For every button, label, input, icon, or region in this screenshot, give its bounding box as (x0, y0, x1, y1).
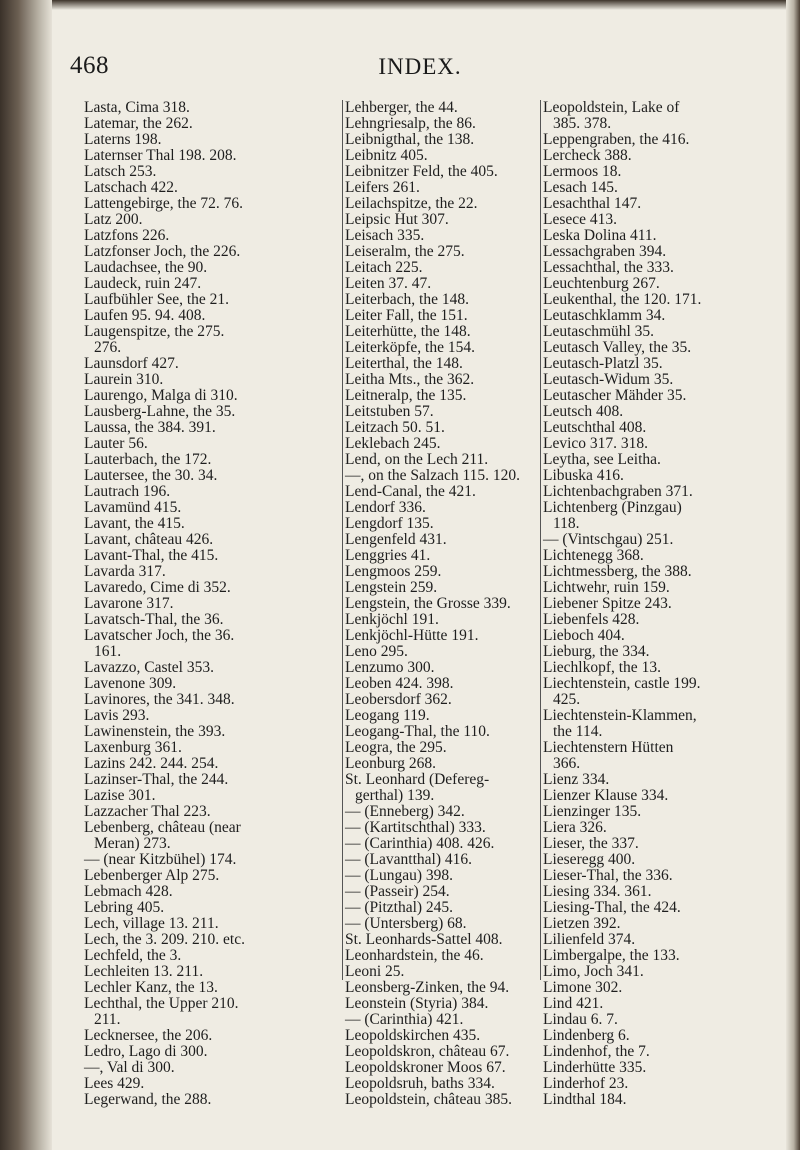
index-entry: Leutschthal 408. (543, 419, 647, 436)
index-entry: Lasta, Cima 318. (84, 99, 190, 116)
index-entry: Lattengebirge, the 72. 76. (84, 195, 243, 212)
index-entry: Leipsic Hut 307. (345, 211, 449, 228)
index-entry: Laternser Thal 198. 208. (84, 147, 237, 164)
index-entry: Laurein 310. (84, 371, 164, 388)
index-entry: Lenzumo 300. (345, 659, 435, 676)
index-entry-continuation: the 114. (553, 723, 603, 740)
index-entry: Lecknersee, the 206. (84, 1027, 213, 1044)
index-entry: Leiseralm, the 275. (345, 243, 465, 260)
index-entry: Lermoos 18. (543, 163, 622, 180)
index-entry: Leitach 225. (345, 259, 423, 276)
index-entry: Lengdorf 135. (345, 515, 434, 532)
index-entry: Lenkjöchl 191. (345, 611, 439, 628)
index-entry: Lechleiten 13. 211. (84, 963, 204, 980)
index-entry: Leiten 37. 47. (345, 275, 432, 292)
index-entry: Leutascher Mähder 35. (543, 387, 687, 404)
index-entry: Laterns 198. (84, 131, 162, 148)
index-entry: Lechthal, the Upper 210. (84, 995, 239, 1012)
index-entry: Leutaschklamm 34. (543, 307, 666, 324)
index-entry: Liechlkopf, the 13. (543, 659, 661, 676)
index-entry: Lend, on the Lech 211. (345, 451, 489, 468)
index-entry: Leiterthal, the 148. (345, 355, 463, 372)
index-entry: Latemar, the 262. (84, 115, 193, 132)
index-entry: Leibnigthal, the 138. (345, 131, 475, 148)
index-entry: Leuchtenburg 267. (543, 275, 660, 292)
index-entry: Lehngriesalp, the 86. (345, 115, 476, 132)
index-entry: Laussa, the 384. 391. (84, 419, 216, 436)
index-entry: Linderhütte 335. (543, 1059, 647, 1076)
index-entry: Leopoldsruh, baths 334. (345, 1075, 495, 1092)
index-entry: Leiter Fall, the 151. (345, 307, 468, 324)
index-entry: Latz 200. (84, 211, 143, 228)
index-entry: Leytha, see Leitha. (543, 451, 661, 468)
index-entry-continuation: Meran) 273. (94, 835, 171, 852)
index-entry: Lindenberg 6. (543, 1027, 630, 1044)
index-entry: Leonstein (Styria) 384. (345, 995, 489, 1012)
index-entry: — (near Kitzbühel) 174. (84, 851, 237, 868)
index-entry: Leutasch-Widum 35. (543, 371, 674, 388)
index-entry: Lendorf 336. (345, 499, 426, 516)
index-entry: — (Kartitschthal) 333. (345, 819, 486, 836)
index-entry: Latsch 253. (84, 163, 157, 180)
index-entry: Lavazzo, Castel 353. (84, 659, 214, 676)
index-entry: Lienz 334. (543, 771, 610, 788)
index-entry: Leitha Mts., the 362. (345, 371, 475, 388)
index-entry: Lenkjöchl-Hütte 191. (345, 627, 479, 644)
index-entry: Liebener Spitze 243. (543, 595, 672, 612)
index-entry: — (Lungau) 398. (345, 867, 454, 884)
index-entry: Lech, the 3. 209. 210. etc. (84, 931, 245, 948)
index-entry: Legerwand, the 288. (84, 1091, 212, 1108)
index-entry: Leogang-Thal, the 110. (345, 723, 490, 740)
index-entry: Leitstuben 57. (345, 403, 434, 420)
index-entry-continuation: 211. (94, 1011, 121, 1028)
index-entry: Lichtmessberg, the 388. (543, 563, 692, 580)
index-entry: Leno 295. (345, 643, 408, 660)
index-entry: Limbergalpe, the 133. (543, 947, 680, 964)
index-entry: Leopoldskroner Moos 67. (345, 1059, 506, 1076)
index-entry: Leibnitzer Feld, the 405. (345, 163, 498, 180)
index-entry: Lebring 405. (84, 899, 165, 916)
index-entry: Leifers 261. (345, 179, 420, 196)
index-entry: Leiterköpfe, the 154. (345, 339, 475, 356)
index-column-1 (84, 100, 340, 1108)
index-entry: Liesing-Thal, the 424. (543, 899, 681, 916)
index-entry-continuation: gerthal) 139. (355, 787, 435, 804)
index-entry: Latzfons 226. (84, 227, 170, 244)
index-entry: Lautersee, the 30. 34. (84, 467, 218, 484)
index-entry: Liebenfels 428. (543, 611, 640, 628)
index-entry: Lengmoos 259. (345, 563, 442, 580)
index-entry: Leutasch Valley, the 35. (543, 339, 692, 356)
index-entry: Lichtenegg 368. (543, 547, 644, 564)
index-entry: Lebmach 428. (84, 883, 173, 900)
index-entry: Lavarone 317. (84, 595, 174, 612)
index-entry: Levico 317. 318. (543, 435, 649, 452)
index-entry: Leutasch-Platzl 35. (543, 355, 663, 372)
index-entry: Leiterhütte, the 148. (345, 323, 471, 340)
index-entry: Lees 429. (84, 1075, 145, 1092)
index-entry-continuation: 425. (553, 691, 581, 708)
index-entry: Lazzacher Thal 223. (84, 803, 211, 820)
index-entry: Laufbühler See, the 21. (84, 291, 230, 308)
index-entry: Ledro, Lago di 300. (84, 1043, 208, 1060)
index-entry: Lavis 293. (84, 707, 150, 724)
index-entry: — (Untersberg) 68. (345, 915, 467, 932)
page-title: INDEX. (378, 54, 462, 79)
index-entry: Leitzach 50. 51. (345, 419, 445, 436)
page-number: 468 (70, 52, 109, 79)
index-entry: Lend-Canal, the 421. (345, 483, 476, 500)
index-entry: Leopoldskron, château 67. (345, 1043, 510, 1060)
index-entry: — (Carinthia) 408. 426. (345, 835, 495, 852)
index-entry: Lieser-Thal, the 336. (543, 867, 673, 884)
index-entry: Lauter 56. (84, 435, 148, 452)
index-entry: Limo, Joch 341. (543, 963, 644, 980)
index-entry: Lavamünd 415. (84, 499, 182, 516)
index-entry: Liera 326. (543, 819, 607, 836)
index-entry: — (Lavantthal) 416. (345, 851, 472, 868)
index-entry: Lindau 6. 7. (543, 1011, 618, 1028)
index-entry: Lebenberger Alp 275. (84, 867, 220, 884)
index-entry: St. Leonhard (Defereg- (345, 771, 490, 788)
index-entry: Lazise 301. (84, 787, 156, 804)
index-entry: Liesing 334. 361. (543, 883, 652, 900)
index-entry: —, Val di 300. (84, 1059, 175, 1076)
index-entry: Lavant-Thal, the 415. (84, 547, 219, 564)
index-entry: Lech, village 13. 211. (84, 915, 219, 932)
index-entry: Lercheck 388. (543, 147, 632, 164)
index-entry: Leska Dolina 411. (543, 227, 657, 244)
index-entry: Lichtenberg (Pinzgau) (543, 499, 682, 516)
index-entry: Lehberger, the 44. (345, 99, 458, 116)
index-entry: —, on the Salzach 115. 120. (345, 467, 521, 484)
index-entry: Lavarda 317. (84, 563, 166, 580)
index-entry: — (Carinthia) 421. (345, 1011, 464, 1028)
index-entry: Lazins 242. 244. 254. (84, 755, 219, 772)
index-entry: Linderhof 23. (543, 1075, 629, 1092)
index-entry: Lautrach 196. (84, 483, 171, 500)
index-column-2 (342, 99, 545, 1108)
index-entry: Lechfeld, the 3. (84, 947, 182, 964)
index-entry: Leogang 119. (345, 707, 430, 724)
index-entry: Lieseregg 400. (543, 851, 636, 868)
index-entry: Leukenthal, the 120. 171. (543, 291, 702, 308)
index-entry: Leibnitz 405. (345, 147, 428, 164)
index-entry: Lindenhof, the 7. (543, 1043, 650, 1060)
index-entry: Lessachgraben 394. (543, 243, 667, 260)
index-entry: Lesach 145. (543, 179, 618, 196)
index-entry: Lengstein 259. (345, 579, 438, 596)
index-entry: Lesachthal 147. (543, 195, 642, 212)
index-entry: — (Passeir) 254. (345, 883, 450, 900)
index-entry: Lavant, the 415. (84, 515, 185, 532)
index-entry: Leopoldstein, Lake of (543, 99, 680, 116)
page-right-edge (786, 0, 800, 1150)
index-entry: Lawinenstein, the 393. (84, 723, 226, 740)
index-entry: Leobersdorf 362. (345, 691, 452, 708)
index-entry-continuation: 161. (94, 643, 122, 660)
index-entry: Lindthal 184. (543, 1091, 627, 1108)
index-entry: Lienzer Klause 334. (543, 787, 669, 804)
index-column-3 (540, 99, 763, 1108)
index-entry: Lengenfeld 431. (345, 531, 447, 548)
index-entry-continuation: 276. (94, 339, 122, 356)
index-entry: Laugenspitze, the 275. (84, 323, 225, 340)
index-entry: Leonburg 268. (345, 755, 436, 772)
index-entry: Lavenone 309. (84, 675, 177, 692)
index-entry: Leonsberg-Zinken, the 94. (345, 979, 510, 996)
index-entry: Leklebach 245. (345, 435, 441, 452)
index-entry: — (Enneberg) 342. (345, 803, 465, 820)
index-entry: — (Vintschgau) 251. (543, 531, 674, 548)
index-entry: Lenggries 41. (345, 547, 431, 564)
index-entry: Lavaredo, Cime di 352. (84, 579, 231, 596)
index-entry: Lichtenbachgraben 371. (543, 483, 693, 500)
index-entry: Lietzen 392. (543, 915, 621, 932)
index-entry: Lilienfeld 374. (543, 931, 636, 948)
index-entry: Leutsch 408. (543, 403, 624, 420)
index-entry: Lechler Kanz, the 13. (84, 979, 218, 996)
index-entry: Leopoldskirchen 435. (345, 1027, 481, 1044)
index-entry: Laudachsee, the 90. (84, 259, 208, 276)
index-entry: Lebenberg, château (near (84, 819, 241, 836)
index-entry: Lieboch 404. (543, 627, 625, 644)
index-entry: Leutaschmühl 35. (543, 323, 655, 340)
index-entry: Lausberg-Lahne, the 35. (84, 403, 236, 420)
index-entry: Leiterbach, the 148. (345, 291, 469, 308)
index-entry: Lichtwehr, ruin 159. (543, 579, 670, 596)
index-entry: Leitneralp, the 135. (345, 387, 467, 404)
index-entry: Lavatsch-Thal, the 36. (84, 611, 224, 628)
index-entry: Laxenburg 361. (84, 739, 182, 756)
index-entry-continuation: 385. 378. (553, 115, 612, 132)
index-entry: Leppengraben, the 416. (543, 131, 690, 148)
index-entry: Libuska 416. (543, 467, 624, 484)
index-entry: Liechtenstein, castle 199. (543, 675, 701, 692)
index-entry: Lesece 413. (543, 211, 618, 228)
index-entry: Lind 421. (543, 995, 604, 1012)
page-header (70, 52, 770, 82)
index-entry: Lieser, the 337. (543, 835, 639, 852)
book-spine-gutter (0, 0, 52, 1150)
index-entry: Lavant, château 426. (84, 531, 214, 548)
index-entry: Leonhardstein, the 46. (345, 947, 484, 964)
index-entry: Lienzinger 135. (543, 803, 642, 820)
index-entry-continuation: 118. (553, 515, 580, 532)
index-entry: Lauterbach, the 172. (84, 451, 212, 468)
index-entry: Leoben 424. 398. (345, 675, 454, 692)
index-entry: Lengstein, the Grosse 339. (345, 595, 511, 612)
index-entry: Leilachspitze, the 22. (345, 195, 478, 212)
index-entry: Latschach 422. (84, 179, 178, 196)
index-entry: Liechtenstein-Klammen, (543, 707, 697, 724)
index-entry: Laufen 95. 94. 408. (84, 307, 206, 324)
page-top-edge (0, 0, 800, 10)
index-entry: Lieburg, the 334. (543, 643, 650, 660)
index-entry: Limone 302. (543, 979, 623, 996)
index-entry: Leogra, the 295. (345, 739, 447, 756)
index-entry: Lazinser-Thal, the 244. (84, 771, 229, 788)
index-entry: Leisach 335. (345, 227, 425, 244)
index-entry: Laurengo, Malga di 310. (84, 387, 238, 404)
index-entry: Lavinores, the 341. 348. (84, 691, 235, 708)
index-entry: — (Pitzthal) 245. (345, 899, 454, 916)
index-entry: Lessachthal, the 333. (543, 259, 674, 276)
index-entry: Latzfonser Joch, the 226. (84, 243, 241, 260)
index-entry: Lavatscher Joch, the 36. (84, 627, 235, 644)
index-entry: Laudeck, ruin 247. (84, 275, 202, 292)
index-entry-continuation: 366. (553, 755, 581, 772)
index-entry: Leopoldstein, château 385. (345, 1091, 513, 1108)
index-entry: Liechtenstern Hütten (543, 739, 674, 756)
index-entry: Launsdorf 427. (84, 355, 179, 372)
index-entry: Leoni 25. (345, 963, 405, 980)
index-entry: St. Leonhards-Sattel 408. (345, 931, 503, 948)
